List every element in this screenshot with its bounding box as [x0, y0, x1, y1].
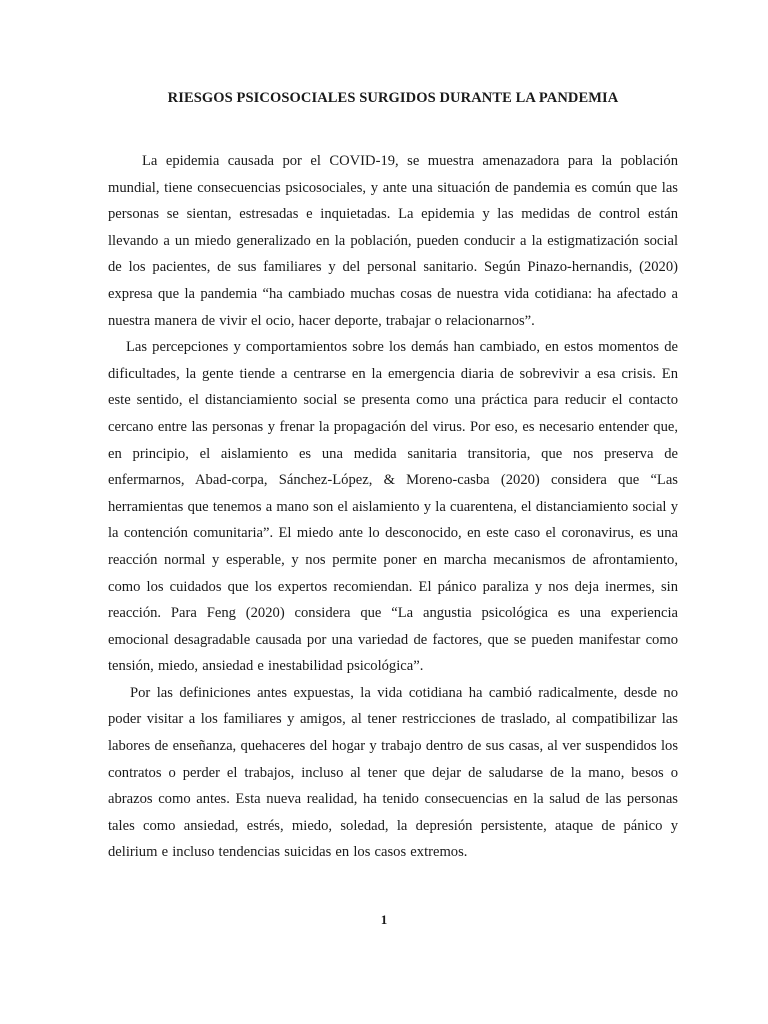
- document-title: RIESGOS PSICOSOCIALES SURGIDOS DURANTE LA PANDEMIA: [167, 90, 619, 106]
- paragraph-1: La epidemia causada por el COVID-19, se muestra amenazadora para la población mundial, tiene consecuencias psicosociales, y ante una situación de pandemia es común que las personas se sientan, estresadas e inquietadas. La epidemia y las medidas de control están llevando a un miedo generalizado en la población, pueden conducir a la estigmatización social de los pacientes, de sus familiares y del personal sanitario. Según Pinazo-hernandis, (2020) expresa que la pandemia “ha cambiado muchas cosas de nuestra vida cotidiana: ha afectado a nuestra manera de vivir el ocio, hacer deporte, trabajar o relacionarnos”.: [108, 153, 678, 329]
- document-body: [108, 148, 678, 866]
- page-number: 1: [380, 912, 388, 927]
- paragraph-2: Las percepciones y comportamientos sobre los demás han cambiado, en estos momentos de dificultades, la gente tiende a centrarse en la emergencia diaria de sobrevivir a esa crisis. En este sentido, el distanciamiento social se presenta como una práctica para reducir el contacto cercano entre las personas y frenar la propagación del virus. Por eso, es necesario entender que, en principio, el aislamiento es una medida sanitaria transitoria, que nos preserva de enfermarnos, Abad-corpa, Sánchez-López, & Moreno-casba (2020) considera que “Las herramientas que tenemos a mano son el aislamiento y la cuarentena, el distanciamiento social y la contención comunitaria”. El miedo ante lo desconocido, en este caso el coronavirus, es una reacción normal y esperable, y nos permite poner en marcha mecanismos de afrontamiento, como los cuidados que los expertos recomiendan. El pánico paraliza y nos deja inermes, sin reacción. Para Feng (2020) considera que “La angustia psicológica es una experiencia emocional desagradable causada por una variedad de factores, que se pueden manifestar como tensión, miedo, ansiedad e inestabilidad psicológica”.: [108, 339, 678, 675]
- paragraph-3: Por las definiciones antes expuestas, la vida cotidiana ha cambió radicalmente, desde no poder visitar a los familiares y amigos, al tener restricciones de traslado, al compatibilizar las labores de enseñanza, quehaceres del hogar y trabajo dentro de sus casas, al ver suspendidos los contratos o perder el trabajos, incluso al tener que dejar de saludarse de la mano, besos o abrazos como antes. Esta nueva realidad, ha tenido consecuencias en la salud de las personas tales como ansiedad, estrés, miedo, soledad, la depresión persistente, ataque de pánico y delirium e incluso tendencias suicidas en los casos extremos.: [108, 684, 678, 861]
